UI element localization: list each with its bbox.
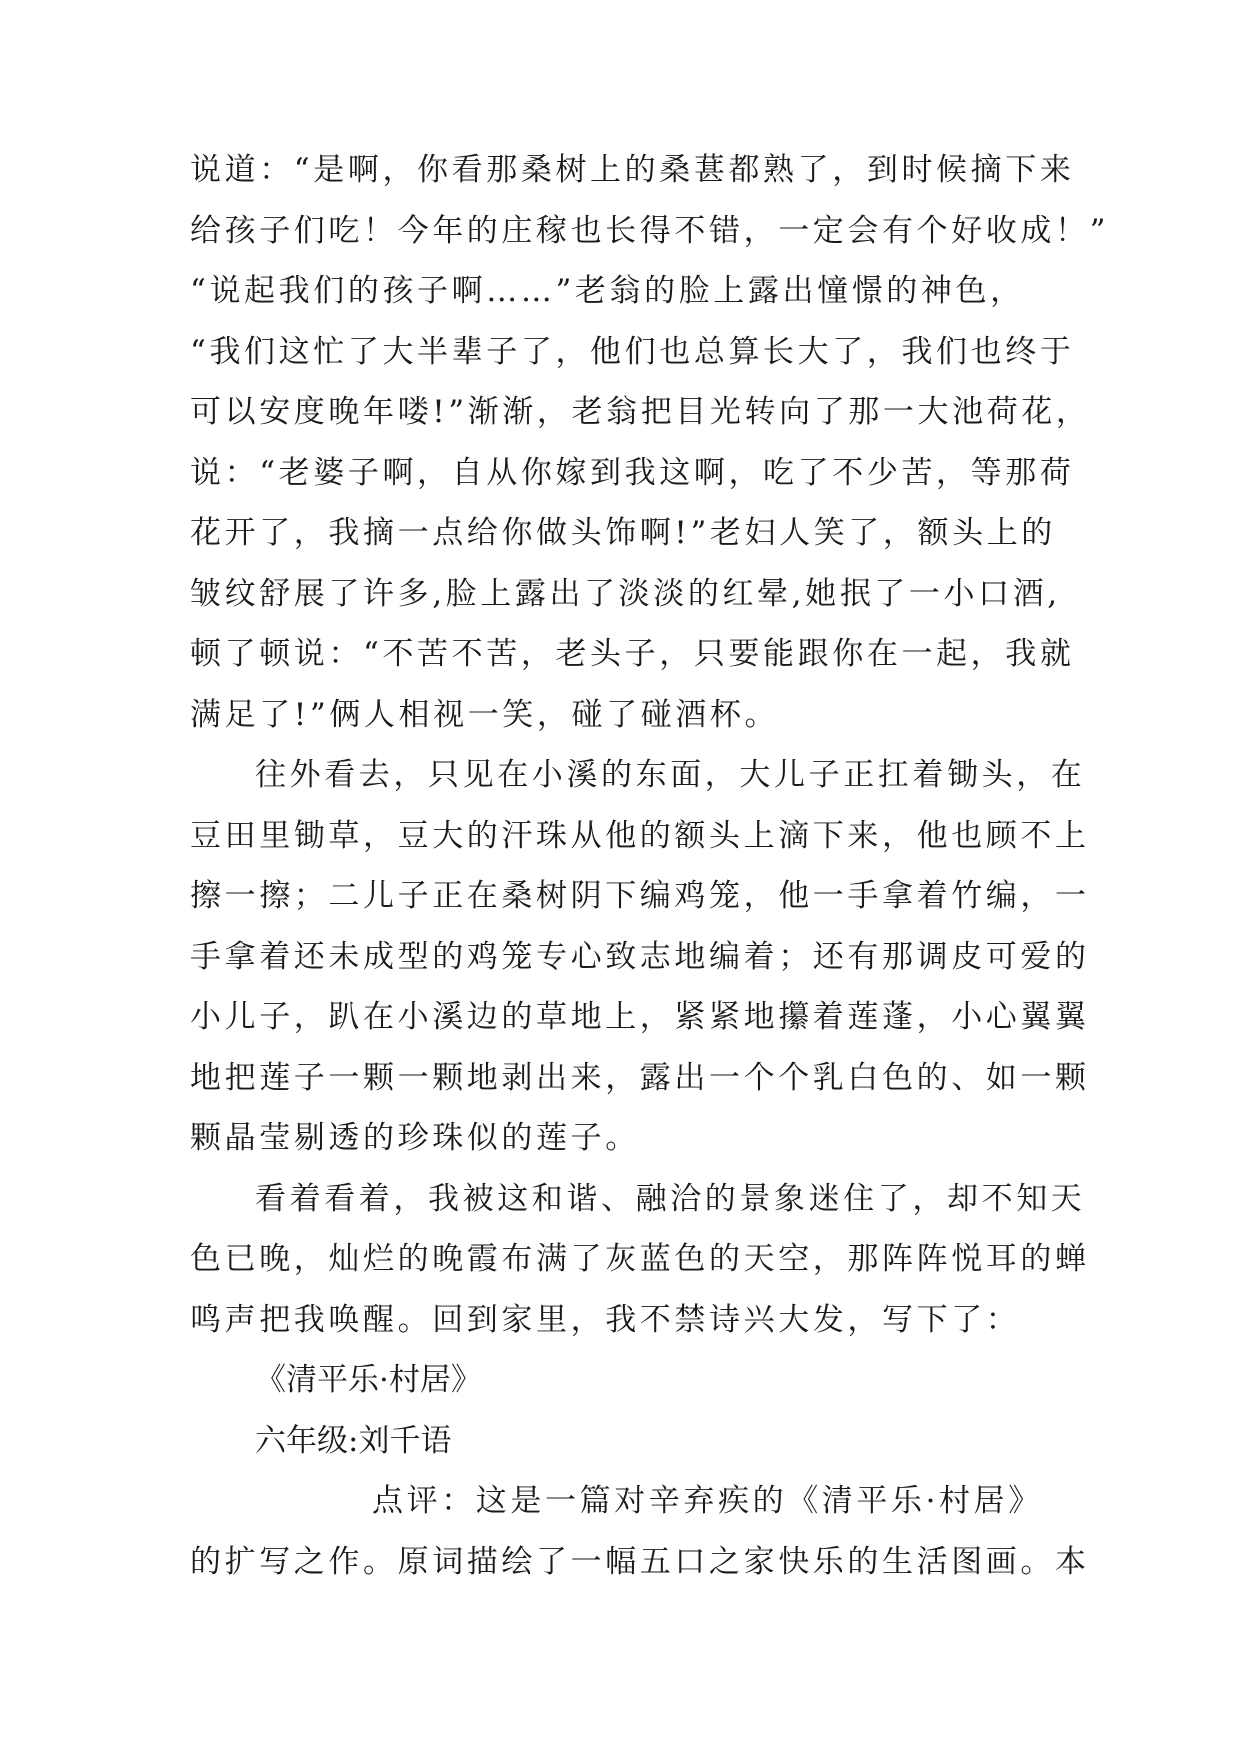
paragraph-start-line: 看着看着，我被这和谐、融洽的景象迷住了，却不知天 bbox=[255, 1180, 1086, 1217]
text-line: 满足了!”俩人相视一笑，碰了碰酒杯。 bbox=[190, 696, 780, 733]
text-line: 地把莲子一颗一颗地剥出来，露出一个个乳白色的、如一颗 bbox=[190, 1059, 1090, 1096]
text-line: 豆田里锄草，豆大的汗珠从他的额头上滴下来，他也顾不上 bbox=[190, 817, 1090, 854]
text-line: 顿了顿说：“不苦不苦，老头子，只要能跟你在一起，我就 bbox=[190, 636, 1075, 672]
text-line: 擦一擦；二儿子正在桑树阴下编鸡笼，他一手拿着竹编，一 bbox=[190, 878, 1090, 914]
text-line: 可以安度晚年喽!”渐渐，老翁把目光转向了那一大池荷花， bbox=[190, 394, 1091, 430]
text-line: 的扩写之作。原词描绘了一幅五口之家快乐的生活图画。本 bbox=[190, 1543, 1090, 1580]
text-line: 说：“老婆子啊，自从你嫁到我这啊，吃了不少苦，等那荷 bbox=[190, 454, 1075, 491]
text-line: 花开了，我摘一点给你做头饰啊!”老妇人笑了，额头上的 bbox=[190, 515, 1056, 551]
text-line: 说道：“是啊，你看那桑树上的桑葚都熟了，到时候摘下来 bbox=[190, 152, 1075, 188]
review-start-line: 点评：这是一篇对辛弃疾的《清平乐·村居》 bbox=[372, 1483, 1043, 1519]
author-line: 六年级:刘千语 bbox=[255, 1422, 452, 1459]
text-line: “我们这忙了大半辈子了，他们也总算长大了，我们也终于 bbox=[190, 333, 1075, 370]
text-line: “说起我们的孩子啊……”老翁的脸上露出憧憬的神色， bbox=[190, 273, 1025, 309]
poem-title: 《清平乐·村居》 bbox=[255, 1362, 482, 1398]
text-line: 皱纹舒展了许多,脸上露出了淡淡的红晕,她抿了一小口酒, bbox=[190, 575, 1061, 612]
text-line: 给孩子们吃！今年的庄稼也长得不错，一定会有个好收成！” bbox=[190, 212, 1110, 249]
text-line: 鸣声把我唤醒。回到家里，我不禁诗兴大发，写下了： bbox=[190, 1301, 1021, 1338]
text-line: 色已晚，灿烂的晚霞布满了灰蓝色的天空，那阵阵悦耳的蝉 bbox=[190, 1241, 1090, 1277]
text-line: 小儿子，趴在小溪边的草地上，紧紧地攥着莲蓬，小心翼翼 bbox=[190, 999, 1090, 1035]
paragraph-start-line: 往外看去，只见在小溪的东面，大儿子正扛着锄头，在 bbox=[255, 757, 1086, 793]
text-line: 手拿着还未成型的鸡笼专心致志地编着；还有那调皮可爱的 bbox=[190, 938, 1090, 975]
text-line: 颗晶莹剔透的珍珠似的莲子。 bbox=[190, 1120, 640, 1156]
